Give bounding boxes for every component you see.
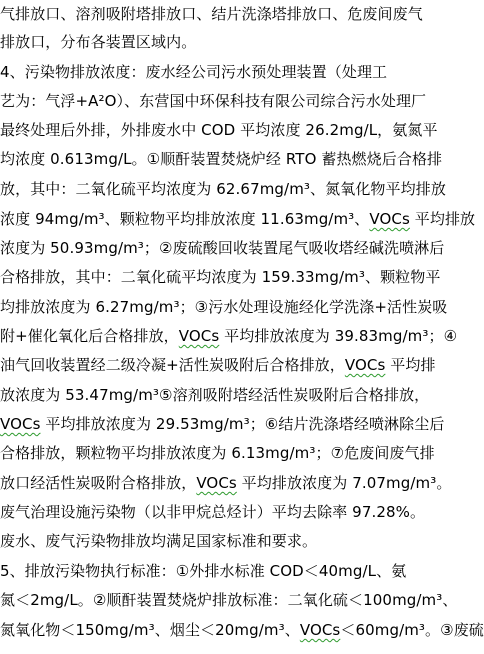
text-segment: 浓度 94mg/m³、颗粒物平均排放浓度 11.63mg/m³、: [0, 210, 370, 228]
text-line: [0, 381, 430, 409]
text-segment: 气排放口、溶剂吸附塔排放口、结片洗涤塔排放口、危废间废气: [0, 5, 423, 23]
text-line: [0, 351, 436, 379]
text-segment: 放，其中：二氧化硫平均浓度为 62.67mg/m³、氮氧化物平均排放: [0, 180, 446, 198]
text-segment: ＜60mg/m³。③废硫: [340, 621, 484, 639]
text-segment: 氮氧化物＜150mg/m³、烟尘＜20mg/m³、: [0, 621, 300, 639]
vocs-term: VOCs: [344, 356, 386, 374]
text-segment: 合格排放，其中：二氧化硫平均浓度为 159.33mg/m³、颗粒物平: [0, 268, 441, 286]
text-segment: 5、排放污染物执行标准：①外排水标准 COD＜40mg/L、氨: [0, 562, 407, 580]
text-line: [0, 322, 458, 350]
text-line: [0, 116, 438, 144]
text-line: [0, 469, 452, 497]
text-segment: 合格排放，颗粒物平均排放浓度为 6.13mg/m³；⑦危废间废气排: [0, 444, 435, 462]
text-segment: 均排放浓度为 6.27mg/m³；③污水处理设施经化学洗涤+活性炭吸: [0, 298, 448, 316]
text-segment: 油气回收装置经二级冷凝+活性炭吸附后合格排放，: [0, 356, 345, 374]
text-line: [0, 205, 476, 233]
text-segment: 均浓度 0.613mg/L。①顺酐装置焚烧炉经 RTO 蓄热燃烧后合格排: [0, 150, 443, 168]
text-segment: 艺为：气浮+A²O）、东营国中环保科技有限公司综合污水处理厂: [0, 92, 427, 110]
text-segment: 废气治理设施污染物（以非甲烷总烃计）平均去除率 97.28%。: [0, 503, 426, 521]
text-line: [0, 0, 421, 28]
text-segment: 平均排: [385, 356, 436, 374]
text-line: [0, 58, 421, 86]
vocs-term: VOCs: [0, 415, 41, 433]
text-line: [0, 586, 458, 614]
text-segment: 平均排放浓度为 7.07mg/m³。: [236, 474, 452, 492]
text-line: [0, 616, 484, 644]
text-segment: 平均排放浓度为 39.83mg/m³；④: [219, 327, 458, 345]
text-segment: 废水、废气污染物排放均满足国家标准和要求。: [0, 532, 318, 550]
text-segment: 浓度为 50.93mg/m³；②废硫酸回收装置尾气吸收塔经碱洗喷淋后: [0, 239, 445, 257]
text-segment: 氮＜2mg/L。②顺酐装置焚烧炉排放标准：二氧化硫＜100mg/m³、: [0, 591, 458, 609]
text-line: [0, 28, 421, 56]
text-segment: 排放口，分布各装置区域内。: [0, 33, 197, 51]
text-line: [0, 410, 445, 438]
text-line: [0, 439, 435, 467]
vocs-term: VOCs: [299, 621, 341, 639]
text-segment: 放浓度为 53.47mg/m³⑤溶剂吸附塔经活性炭吸附后合格排放，: [0, 386, 430, 404]
text-segment: 放口经活性炭吸附合格排放，: [0, 474, 197, 492]
text-line: [0, 498, 426, 526]
text-segment: 最终处理后外排，外排废水中 COD 平均浓度 26.2mg/L，氨氮平: [0, 121, 438, 139]
text-line: [0, 527, 421, 555]
text-segment: 附+催化氧化后合格排放，: [0, 327, 179, 345]
text-segment: 平均排放: [409, 210, 476, 228]
text-line: [0, 263, 441, 291]
text-line: [0, 293, 448, 321]
text-segment: 4、污染物排放浓度：废水经公司污水预处理装置（处理工: [0, 63, 388, 81]
text-line: [0, 175, 446, 203]
vocs-term: VOCs: [196, 474, 237, 492]
text-line: [0, 234, 445, 262]
vocs-term: VOCs: [369, 210, 410, 228]
text-line: [0, 557, 421, 585]
text-segment: 平均排放浓度为 29.53mg/m³；⑥结片洗涤塔经喷淋除尘后: [40, 415, 445, 433]
text-line: [0, 87, 427, 115]
vocs-term: VOCs: [178, 327, 220, 345]
text-line: [0, 145, 443, 173]
